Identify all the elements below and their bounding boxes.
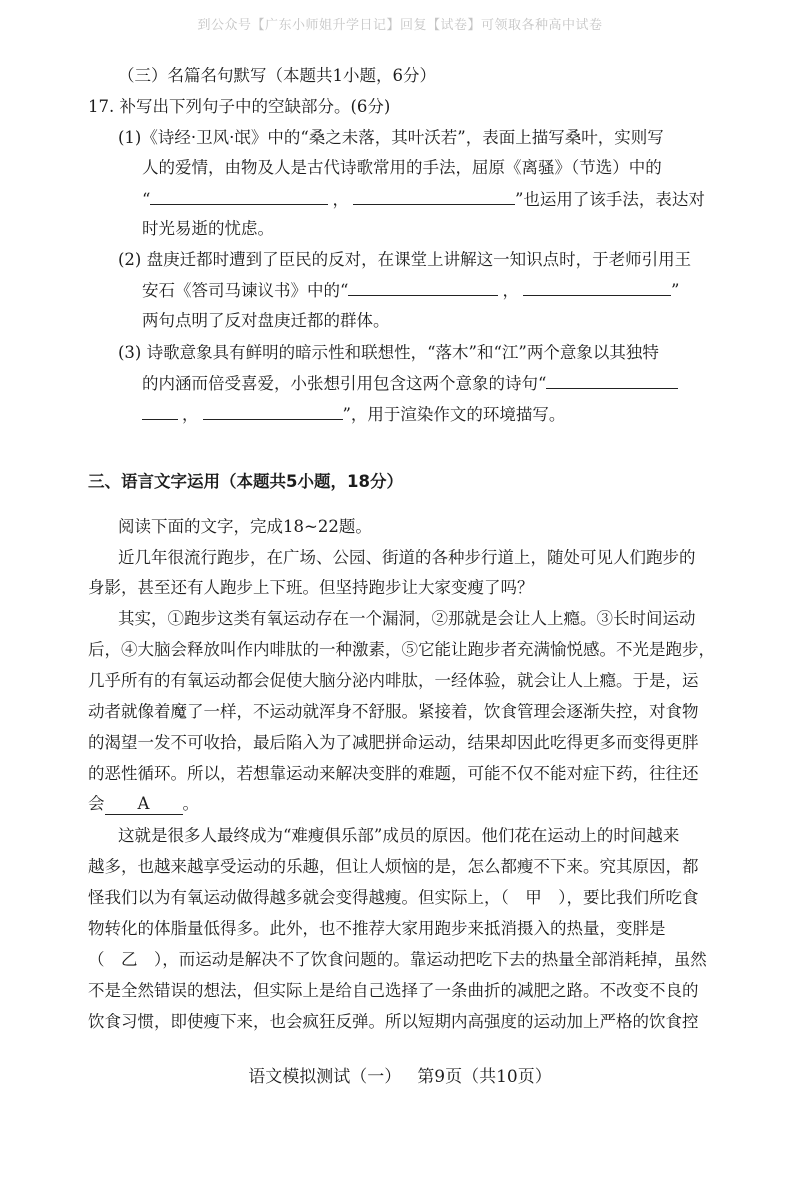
exam-title: 语文模拟测试（一） (248, 1067, 402, 1087)
reading-instruction: 阅读下面的文字，完成18~22题。 (118, 517, 372, 536)
passage-para1-line1: 近几年很流行跑步，在广场、公园、街道的各种步行道上，随处可见人们跑步的 (118, 548, 696, 567)
page-footer (0, 1062, 800, 1087)
q17-part3-line3-tail: ”，用于渲染作文的环境描写。 (342, 405, 566, 424)
open-quote: “ (142, 190, 151, 209)
answer-blank[interactable] (203, 405, 343, 420)
q17-part2-line2 (142, 281, 679, 301)
close-quote: ” (670, 281, 680, 300)
watermark: 到公众号【广东小师姐升学日记】回复【试卷】可领取各种高中试卷 (197, 18, 603, 33)
q17-part3-line2 (142, 374, 678, 394)
passage-para3-line3: 怪我们以为有氧运动做得越多就会变得越瘦。但实际上，（ 甲 ），要比我们所吃食 (88, 888, 699, 907)
question-17-stem: 17. 补写出下列句子中的空缺部分。(6分) (88, 97, 391, 116)
passage-para2-line7-head: 会 (88, 794, 105, 813)
passage-para2-line5: 的渴望一发不可收拾，最后陷入为了减肥拼命运动，结果却因此吃得更多而变得更胖 (88, 733, 699, 752)
page-number: 第9页（共10页） (417, 1067, 552, 1087)
q17-part1-line3 (142, 190, 705, 210)
q17-part3-line3 (142, 405, 565, 425)
q17-part1-line4: 时光易逝的忧虑。 (142, 219, 274, 238)
passage-para3-line2: 越多，也越来越享受运动的乐趣，但让人烦恼的是，怎么都瘦不下来。究其原因，都 (88, 857, 699, 876)
passage-para2-line6: 的恶性循环。所以，若想靠运动来解决变胖的难题，可能不仅不能对症下药，往往还 (88, 764, 699, 783)
q17-part1-line1: (1)《诗经·卫风·氓》中的“桑之未落，其叶沃若”，表面上描写桑叶，实则写 (118, 128, 664, 147)
answer-blank[interactable] (150, 190, 328, 205)
passage-para2-line7 (88, 794, 199, 815)
answer-blank[interactable] (523, 281, 671, 296)
passage-para2-line2: 后，④大脑会释放叫作内啡肽的一种激素，⑤它能让跑步者充满愉悦感。不光是跑步， (88, 640, 715, 659)
passage-para2-line4: 动者就像着魔了一样，不运动就浑身不舒服。紧接着，饮食管理会逐渐失控，对食物 (88, 702, 699, 721)
section3-heading: 三、语言文字运用（本题共5小题，18分） (88, 472, 403, 491)
q17-part1-line2: 人的爱情，由物及人是古代诗歌常用的手法，屈原《离骚》（节选）中的 (142, 158, 662, 177)
passage-para2-line1: 其实，①跑步这类有氧运动存在一个漏洞，②那就是会让人上瘾。③长时间运动 (118, 609, 696, 628)
blank-a[interactable]: A (105, 794, 183, 815)
q17-part2-line1: (2) 盘庚迁都时遭到了臣民的反对，在课堂上讲解这一知识点时，于老师引用王 (118, 250, 692, 269)
passage-para3-line7: 饮食习惯，即使瘦下来，也会疯狂反弹。所以短期内高强度的运动加上严格的饮食控 (88, 1012, 699, 1031)
q17-part2-line2-head: 安石《答司马谏议书》中的“ (142, 281, 349, 300)
passage-para2-line7-tail: 。 (182, 794, 199, 813)
passage-para3-line1: 这就是很多人最终成为“难瘦俱乐部”成员的原因。他们花在运动上的时间越来 (118, 826, 680, 845)
answer-blank[interactable] (142, 405, 178, 420)
q17-part2-line3: 两句点明了反对盘庚迁都的群体。 (142, 311, 390, 330)
comma: ， (182, 405, 199, 424)
q17-part3-line2-head: 的内涵而倍受喜爱，小张想引用包含这两个意象的诗句“ (142, 374, 547, 393)
passage-para3-line4: 物转化的体脂量低得多。此外，也不推荐大家用跑步来抵消摄入的热量，变胖是 (88, 919, 666, 938)
comma: ， (332, 190, 349, 209)
answer-blank[interactable] (348, 281, 498, 296)
section-subheading: （三）名篇名句默写（本题共1小题，6分） (118, 66, 436, 85)
q17-part1-line3-tail: ”也运用了该手法，表达对 (514, 190, 705, 209)
passage-para3-line5: （ 乙 ），而运动是解决不了饮食问题的。靠运动把吃下去的热量全部消耗掉，虽然 (88, 950, 707, 969)
passage-para2-line3: 几乎所有的有氧运动都会促使大脑分泌内啡肽，一经体验，就会让人上瘾。于是，运 (88, 671, 699, 690)
answer-blank[interactable] (546, 374, 678, 389)
passage-para1-line2: 身影，甚至还有人跑步上下班。但坚持跑步让大家变瘦了吗？ (88, 578, 534, 597)
passage-para3-line6: 不是全然错误的想法，但实际上是给自己选择了一条曲折的减肥之路。不改变不良的 (88, 981, 699, 1000)
answer-blank[interactable] (353, 190, 515, 205)
comma: ， (502, 281, 519, 300)
q17-part3-line1: (3) 诗歌意象具有鲜明的暗示性和联想性，“落木”和“江”两个意象以其独特 (118, 343, 659, 362)
